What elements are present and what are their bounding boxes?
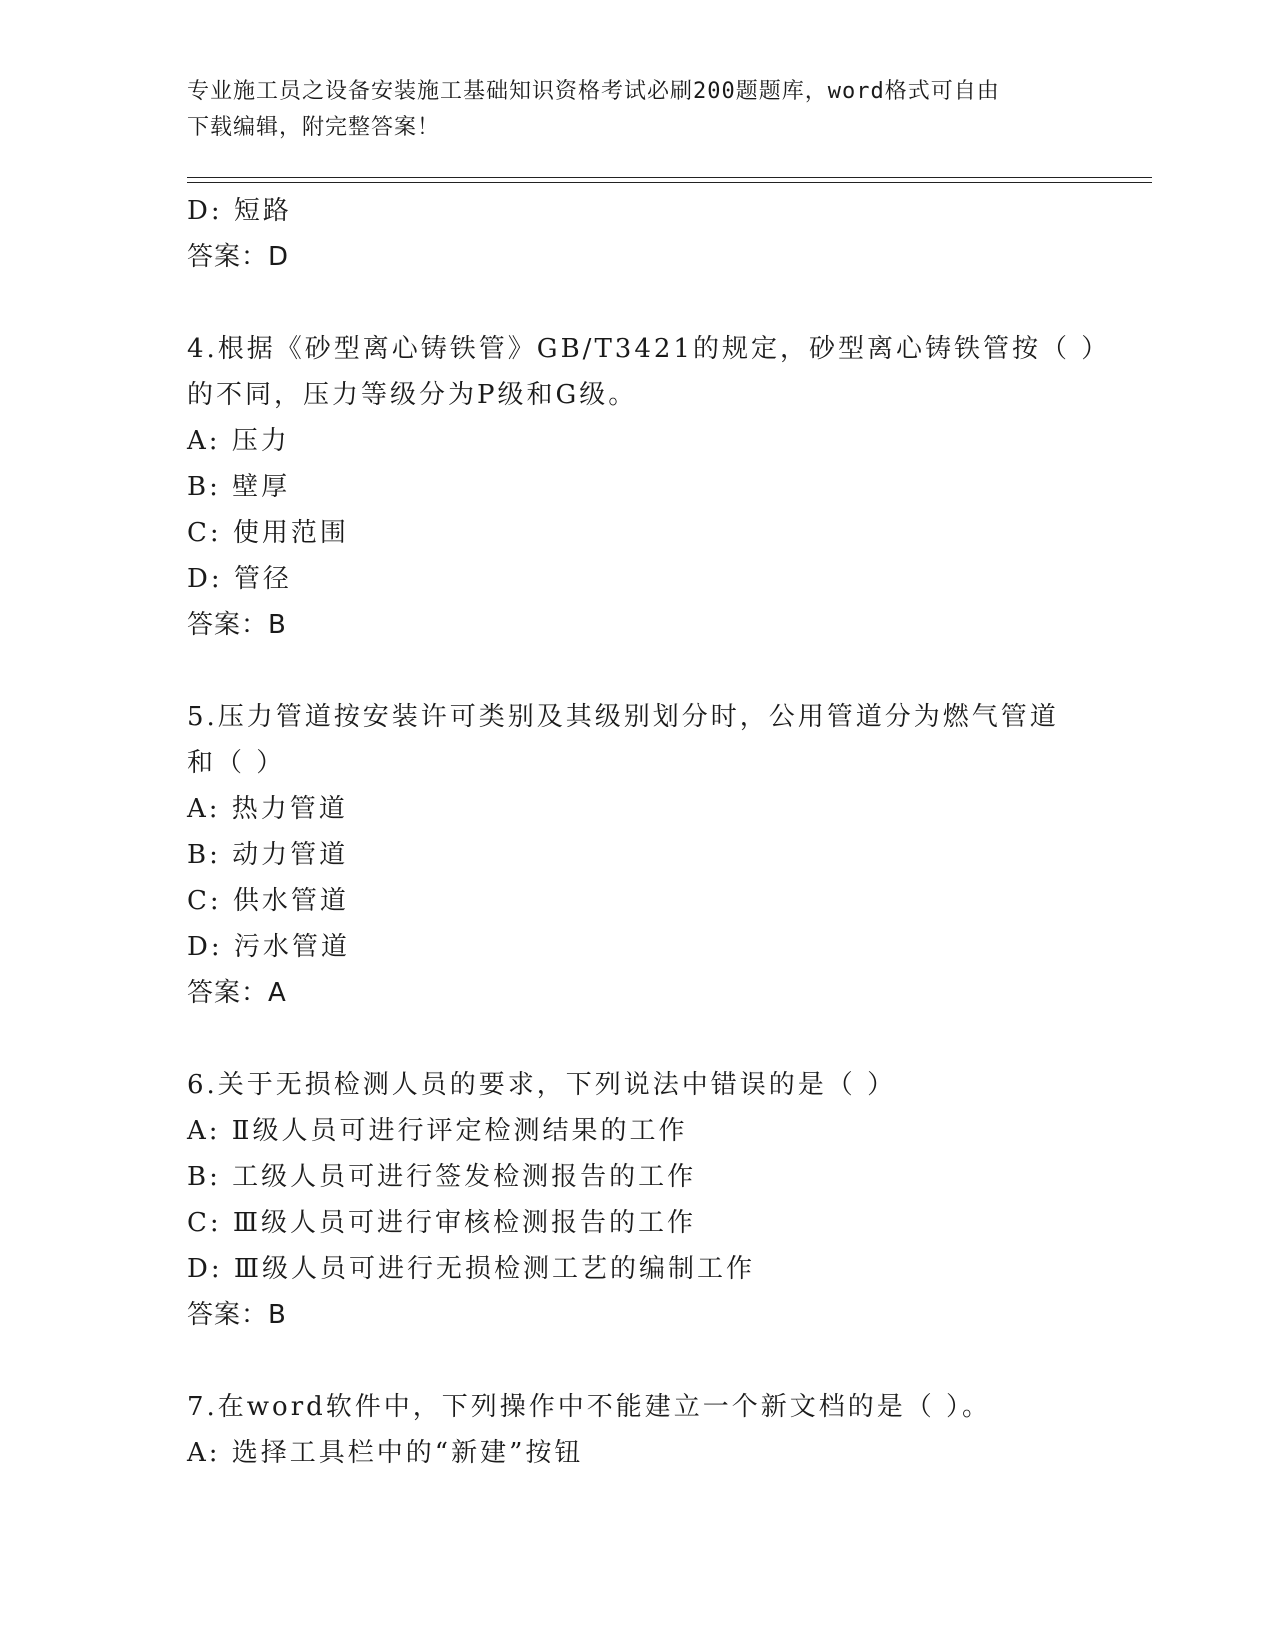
- spacer: [187, 280, 1067, 326]
- header-line-1: 专业施工员之设备安装施工基础知识资格考试必刷200题题库，word格式可自由: [187, 79, 1000, 104]
- answer-line: 答案：A: [187, 978, 287, 1008]
- option-b: B: 壁厚: [187, 472, 291, 502]
- question-stem: 4.根据《砂型离心铸铁管》GB/T3421的规定，砂型离心铸铁管按（ ）: [187, 334, 1111, 364]
- question-7: [187, 1384, 1067, 1476]
- header-divider-bottom: [187, 182, 1152, 183]
- question-6: [187, 1062, 1067, 1338]
- option-c: C: 供水管道: [187, 886, 349, 916]
- answer-line: 答案：B: [187, 1300, 287, 1330]
- option-d: D: Ⅲ级人员可进行无损检测工艺的编制工作: [187, 1254, 755, 1284]
- option-b: B: 动力管道: [187, 840, 349, 870]
- spacer: [187, 1338, 1067, 1384]
- question-4: [187, 326, 1111, 648]
- question-stem: 6.关于无损检测人员的要求，下列说法中错误的是（ ）: [187, 1070, 897, 1100]
- question-stem: 7.在word软件中，下列操作中不能建立一个新文档的是（ ）。: [187, 1392, 992, 1422]
- header-divider-top: [187, 177, 1152, 178]
- answer-line: 答案：B: [187, 610, 287, 640]
- option-d: D: 短路: [187, 196, 292, 226]
- question-stem: 5.压力管道按安装许可类别及其级别划分时，公用管道分为燃气管道: [187, 702, 1059, 732]
- option-a: A: Ⅱ级人员可进行评定检测结果的工作: [187, 1116, 688, 1146]
- question-stem-cont: 的不同，压力等级分为P级和G级。: [187, 380, 638, 410]
- option-a: A: 热力管道: [187, 794, 348, 824]
- option-d: D: 管径: [187, 564, 292, 594]
- option-c: C: Ⅲ级人员可进行审核检测报告的工作: [187, 1208, 696, 1238]
- question-fragment-3: [187, 188, 1067, 280]
- question-stem-cont: 和（ ）: [187, 748, 286, 778]
- option-c: C: 使用范围: [187, 518, 349, 548]
- spacer: [187, 1016, 1067, 1062]
- document-body: [187, 188, 1111, 1476]
- question-5: [187, 694, 1067, 1016]
- option-d: D: 污水管道: [187, 932, 350, 962]
- option-a: A: 选择工具栏中的“新建”按钮: [187, 1438, 584, 1468]
- header-line-2: 下载编辑，附完整答案！: [187, 115, 441, 140]
- option-a: A: 压力: [187, 426, 290, 456]
- answer-line: 答案：D: [187, 242, 290, 272]
- spacer: [187, 648, 1067, 694]
- document-header: [187, 74, 1067, 146]
- option-b: B: 工级人员可进行签发检测报告的工作: [187, 1162, 697, 1192]
